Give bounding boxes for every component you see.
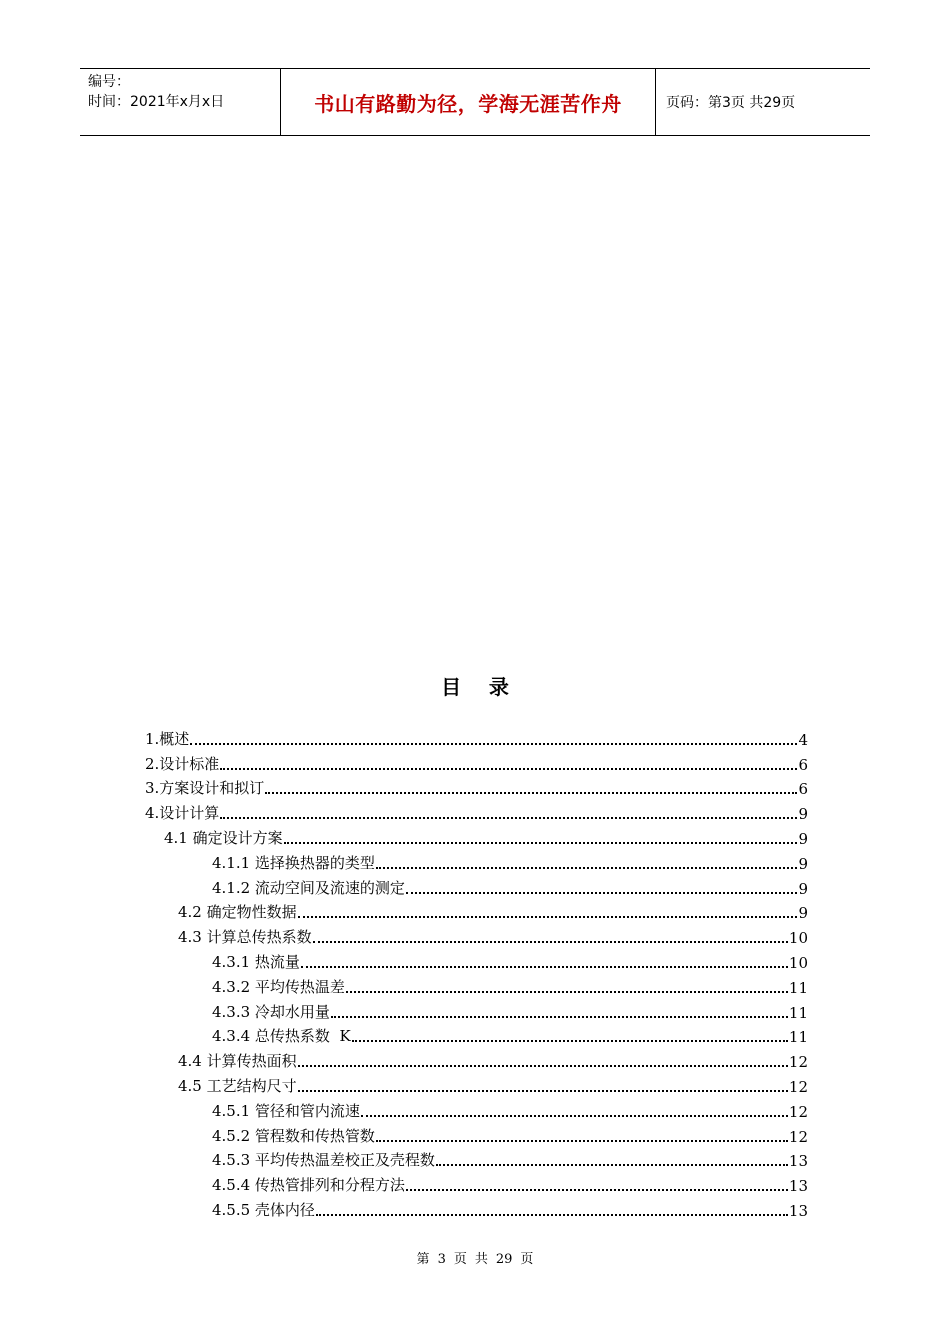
document-number-label: 编号： xyxy=(88,74,130,90)
toc-leader-dots xyxy=(220,817,797,819)
toc-entry-label: 4.5.4 传热管排列和分程方法 xyxy=(212,1176,405,1195)
toc-leader-dots xyxy=(376,1140,788,1142)
toc-leader-dots xyxy=(190,743,797,745)
footer-gong: 共 xyxy=(474,1252,488,1267)
document-date-label: 时间：2021年x月x日 xyxy=(88,94,225,110)
toc-entry-page: 6 xyxy=(798,780,808,799)
toc-leader-dots xyxy=(220,768,797,770)
toc-entry-label: 1.概述 xyxy=(145,729,190,748)
toc-leader-dots xyxy=(265,792,797,794)
toc-entry-label: 2.设计标准 xyxy=(145,754,220,773)
header-meta xyxy=(80,69,280,135)
toc-leader-dots xyxy=(316,1214,788,1216)
footer-ye: 页 xyxy=(453,1252,467,1267)
table-of-contents xyxy=(145,724,808,1220)
page-header xyxy=(80,68,870,136)
toc-leader-dots xyxy=(298,1090,788,1092)
footer-di: 第 xyxy=(416,1252,430,1267)
toc-title: 目 录 xyxy=(441,675,509,699)
footer-current-page: 3 xyxy=(437,1252,446,1267)
toc-leader-dots xyxy=(406,1189,788,1191)
toc-entry-page: 11 xyxy=(788,978,808,997)
toc-entry[interactable] xyxy=(212,1195,808,1220)
toc-entry[interactable] xyxy=(145,724,808,749)
toc-entry-page: 6 xyxy=(798,755,808,774)
toc-entry-label: 4.1 确定设计方案 xyxy=(164,828,283,847)
toc-entry-page: 10 xyxy=(788,953,808,972)
toc-entry[interactable] xyxy=(212,997,808,1022)
toc-entry[interactable] xyxy=(212,947,808,972)
toc-entry[interactable] xyxy=(178,898,808,923)
toc-entry[interactable] xyxy=(178,1071,808,1096)
toc-leader-dots xyxy=(331,1016,788,1018)
toc-entry-label: 4.1.2 流动空间及流速的测定 xyxy=(212,878,405,897)
toc-leader-dots xyxy=(436,1164,788,1166)
toc-leader-dots xyxy=(301,966,788,968)
toc-entry-page: 9 xyxy=(798,854,808,873)
toc-entry[interactable] xyxy=(212,1170,808,1195)
toc-entry[interactable] xyxy=(212,1121,808,1146)
toc-entry[interactable] xyxy=(212,848,808,873)
toc-entry-label: 4.5.1 管径和管内流速 xyxy=(212,1101,360,1120)
toc-entry-label: 4.4 计算传热面积 xyxy=(178,1052,297,1071)
toc-entry-label: 4.5.2 管程数和传热管数 xyxy=(212,1126,375,1145)
toc-entry-page: 9 xyxy=(798,879,808,898)
footer-total-pages: 29 xyxy=(495,1252,513,1267)
toc-entry-label: 4.3 计算总传热系数 xyxy=(178,928,312,947)
toc-leader-dots xyxy=(313,941,788,943)
toc-entry-label: 4.3.4 总传热系数 K xyxy=(212,1027,351,1046)
toc-entry[interactable] xyxy=(164,823,808,848)
toc-leader-dots xyxy=(376,867,798,869)
toc-entry-page: 11 xyxy=(788,1003,808,1022)
toc-leader-dots xyxy=(361,1115,788,1117)
footer-ye: 页 xyxy=(520,1252,534,1267)
toc-entry-page: 12 xyxy=(788,1102,808,1121)
toc-entry[interactable] xyxy=(178,1046,808,1071)
toc-entry-page: 13 xyxy=(788,1201,808,1220)
toc-entry-label: 4.2 确定物性数据 xyxy=(178,903,297,922)
toc-leader-dots xyxy=(284,842,798,844)
toc-entry-label: 4.5 工艺结构尺寸 xyxy=(178,1076,297,1095)
toc-entry-label: 4.3.2 平均传热温差 xyxy=(212,977,345,996)
toc-entry-label: 4.3.3 冷却水用量 xyxy=(212,1002,330,1021)
toc-entry-page: 12 xyxy=(788,1077,808,1096)
header-motto: 书山有路勤为径，学海无涯苦作舟 xyxy=(280,69,656,135)
toc-entry[interactable] xyxy=(212,873,808,898)
toc-entry-label: 4.3.1 热流量 xyxy=(212,952,300,971)
toc-entry[interactable] xyxy=(145,798,808,823)
toc-entry[interactable] xyxy=(212,1022,808,1047)
toc-entry-page: 9 xyxy=(798,829,808,848)
toc-entry-label: 3.方案设计和拟订 xyxy=(145,779,265,798)
header-page-info: 页码：第3页 共29页 xyxy=(666,95,796,111)
toc-entry[interactable] xyxy=(212,972,808,997)
toc-entry[interactable] xyxy=(145,749,808,774)
toc-entry-page: 9 xyxy=(798,805,808,824)
page-footer xyxy=(0,1248,950,1267)
toc-leader-dots xyxy=(346,991,788,993)
toc-entry-page: 10 xyxy=(788,929,808,948)
toc-entry[interactable] xyxy=(145,774,808,799)
toc-entry-page: 13 xyxy=(788,1177,808,1196)
toc-entry-label: 4.1.1 选择换热器的类型 xyxy=(212,853,375,872)
toc-entry[interactable] xyxy=(212,1146,808,1171)
toc-entry-label: 4.5.3 平均传热温差校正及壳程数 xyxy=(212,1151,435,1170)
toc-leader-dots xyxy=(298,916,798,918)
toc-entry-page: 12 xyxy=(788,1053,808,1072)
toc-entry[interactable] xyxy=(212,1096,808,1121)
toc-entry-label: 4.5.5 壳体内径 xyxy=(212,1200,315,1219)
toc-entry-page: 13 xyxy=(788,1152,808,1171)
toc-entry[interactable] xyxy=(178,922,808,947)
toc-entry-page: 4 xyxy=(798,730,808,749)
toc-entry-page: 12 xyxy=(788,1127,808,1146)
toc-entry-page: 9 xyxy=(798,904,808,923)
toc-leader-dots xyxy=(352,1040,788,1042)
toc-leader-dots xyxy=(298,1065,788,1067)
toc-leader-dots xyxy=(406,892,798,894)
toc-entry-page: 11 xyxy=(788,1028,808,1047)
toc-entry-label: 4.设计计算 xyxy=(145,804,220,823)
